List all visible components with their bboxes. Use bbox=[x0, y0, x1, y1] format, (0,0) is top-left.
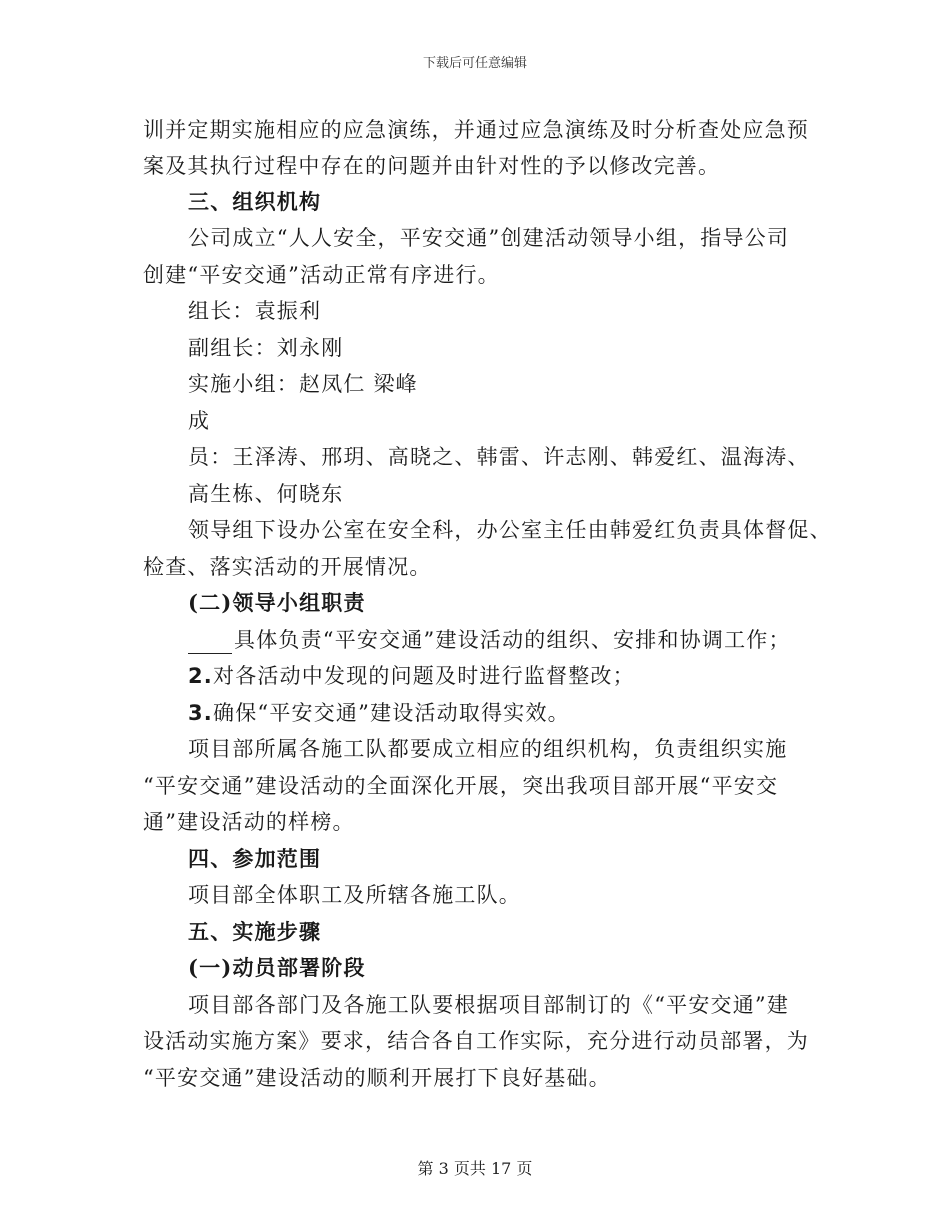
subsection-heading: (一)动员部署阶段 bbox=[188, 955, 366, 980]
members-line: 员：王泽涛、邢玥、高晓之、韩雷、许志刚、韩爱红、温海涛、 bbox=[188, 445, 810, 469]
duty-text: 确保“平安交通”建设活动取得实效。 bbox=[213, 701, 570, 725]
duty-item-1 bbox=[188, 626, 791, 654]
subsection-heading: (二)领导小组职责 bbox=[188, 590, 366, 615]
duty-item-2 bbox=[188, 662, 635, 690]
paragraph-line: 创建“平安交通”活动正常有序进行。 bbox=[143, 263, 500, 287]
section-heading: 三、组织机构 bbox=[188, 189, 322, 214]
paragraph-line: 设活动实施方案》要求，结合各自工作实际，充分进行动员部署，为 bbox=[143, 1029, 809, 1053]
paragraph-line: “平安交通”建设活动的全面深化开展，突出我项目部开展“平安交 bbox=[143, 774, 779, 798]
paragraph-line: 检查、落实活动的开展情况。 bbox=[143, 555, 432, 579]
member-label: 成 bbox=[188, 409, 211, 433]
paragraph-line: 公司成立“人人安全，平安交通”创建活动领导小组，指导公司 bbox=[188, 226, 790, 250]
duty-item-3 bbox=[188, 699, 570, 727]
paragraph-line: 项目部全体职工及所辖各施工队。 bbox=[188, 883, 521, 907]
paragraph-line: “平安交通”建设活动的顺利开展打下良好基础。 bbox=[143, 1066, 611, 1090]
paragraph-line: 项目部所属各施工队都要成立相应的组织机构，负责组织实施 bbox=[188, 737, 788, 761]
page-footer: 第 3 页共 17 页 bbox=[417, 1159, 533, 1178]
leader-line: 组长：袁振利 bbox=[188, 299, 322, 323]
blank-underline bbox=[188, 633, 232, 654]
page-header: 下载后可任意编辑 bbox=[422, 56, 527, 71]
team-line: 实施小组：赵凤仁 梁峰 bbox=[188, 372, 418, 396]
section-heading: 四、参加范围 bbox=[188, 846, 322, 871]
duty-number: 2. bbox=[188, 664, 213, 688]
members-line: 高生栋、何晓东 bbox=[188, 482, 344, 506]
paragraph-line: 项目部各部门及各施工队要根据项目部制订的《“平安交通”建 bbox=[188, 993, 790, 1017]
paragraph-line: 通”建设活动的样榜。 bbox=[143, 810, 355, 834]
paragraph-line: 训并定期实施相应的应急演练，并通过应急演练及时分析查处应急预 bbox=[143, 118, 809, 142]
section-heading: 五、实施步骤 bbox=[188, 919, 322, 944]
duty-text: 对各活动中发现的问题及时进行监督整改； bbox=[213, 664, 635, 688]
paragraph-line: 案及其执行过程中存在的问题并由针对性的予以修改完善。 bbox=[143, 154, 721, 178]
duty-number: 3. bbox=[188, 701, 213, 725]
paragraph-line: 领导组下设办公室在安全科，办公室主任由韩爱红负责具体督促、 bbox=[188, 518, 832, 542]
duty-text: 具体负责“平安交通”建设活动的组织、安排和协调工作； bbox=[234, 628, 791, 652]
vice-leader-line: 副组长：刘永刚 bbox=[188, 336, 344, 360]
